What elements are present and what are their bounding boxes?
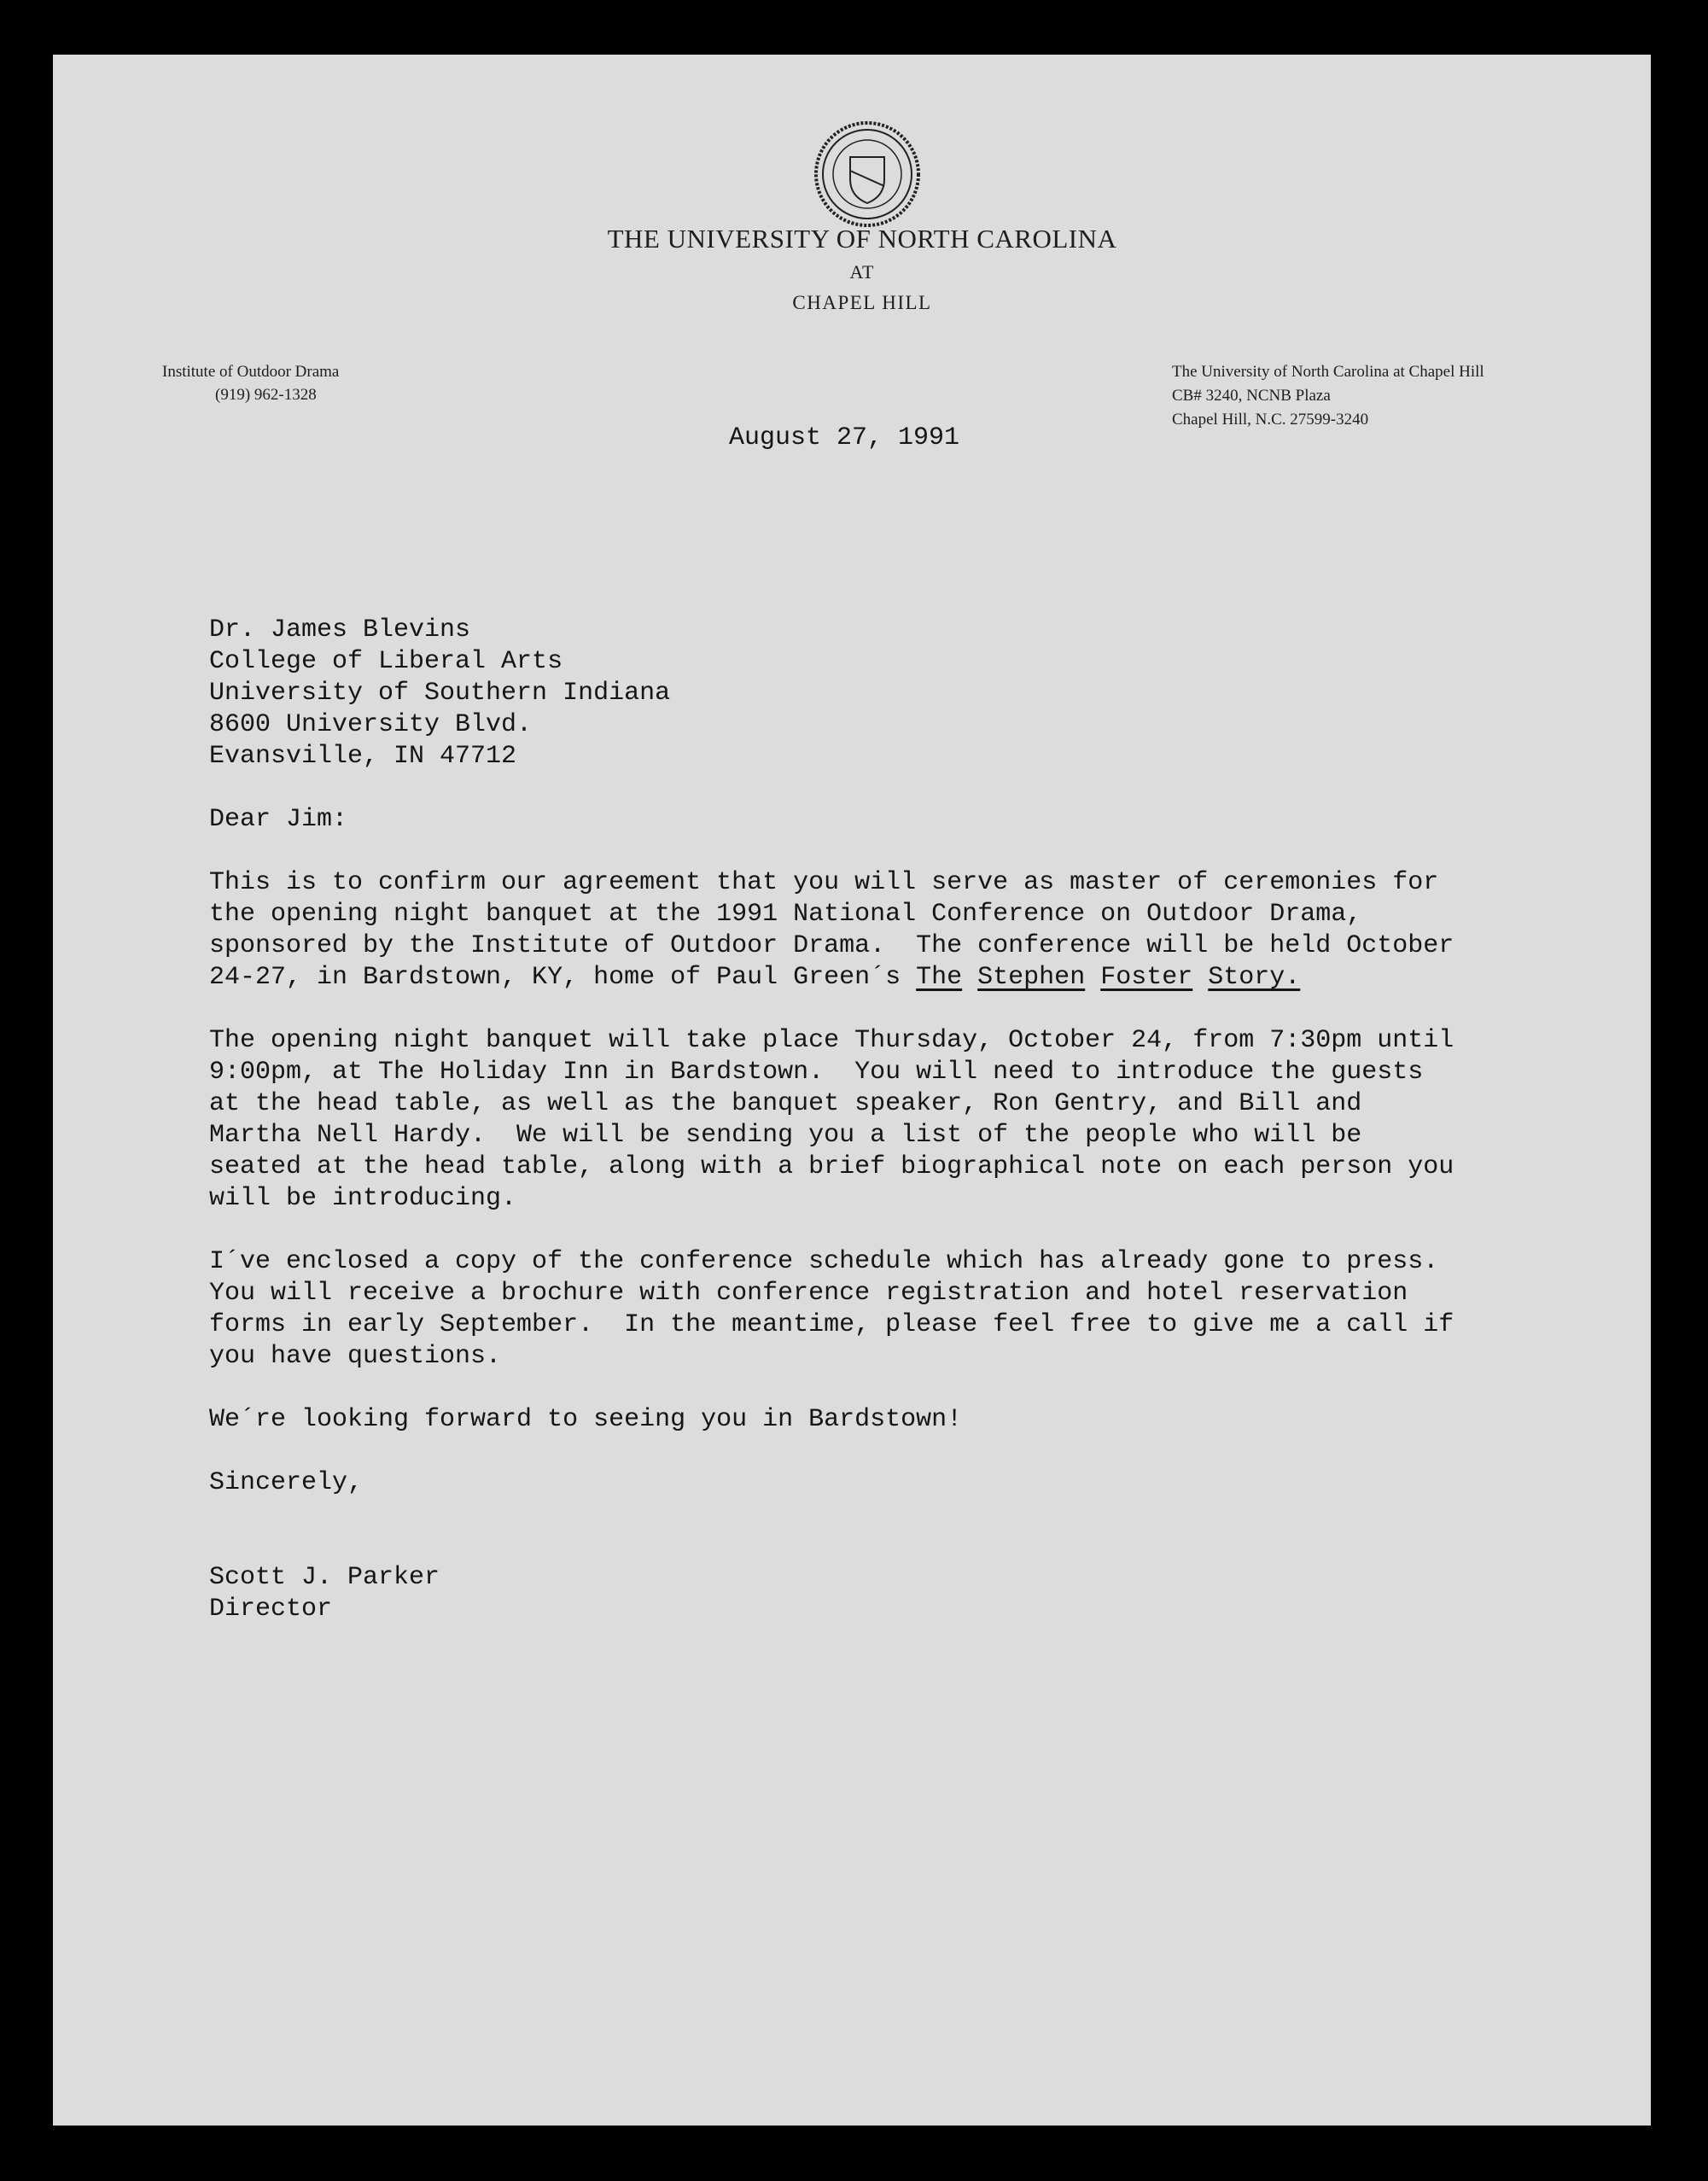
paragraph-line: at the head table, as well as the banquet speaker, Ron Gentry, and Bill and (209, 1089, 1362, 1118)
play-title-word: The (916, 963, 963, 992)
university-name: THE UNIVERSITY OF NORTH CAROLINA (607, 224, 1117, 254)
signer-title: Director (209, 1595, 333, 1624)
recipient-line: Evansville, IN 47712 (209, 742, 517, 771)
paragraph-3 (209, 1246, 1541, 1373)
paragraph-line: forms in early September. In the meantime, please feel free to give me a call if (209, 1310, 1454, 1339)
recipient-line: 8600 University Blvd. (209, 710, 533, 739)
signer-name: Scott J. Parker (209, 1563, 440, 1592)
paragraph-line-prefix: 24-27, in Bardstown, KY, home of Paul Green´s (209, 963, 917, 992)
university-address (1172, 360, 1484, 432)
seal-graphic (813, 120, 922, 229)
paragraph-line: the opening night banquet at the 1991 National Conference on Outdoor Drama, (209, 900, 1362, 929)
paragraph-line: You will receive a brochure with conference registration and hotel reservation (209, 1279, 1408, 1308)
paragraph-1 (209, 867, 1541, 994)
institute-name: Institute of Outdoor Drama (162, 363, 340, 381)
play-title-word: Foster (1100, 963, 1193, 992)
play-title-word: Stephen (977, 963, 1086, 992)
paragraph-line: you have questions. (209, 1342, 502, 1371)
university-seal-icon (813, 120, 922, 229)
paragraph-line (209, 962, 1541, 994)
paragraph-2 (209, 1025, 1541, 1215)
paragraph-line: sponsored by the Institute of Outdoor Drama. The conference will be held October (209, 931, 1454, 960)
recipient-line: College of Liberal Arts (209, 647, 563, 676)
recipient-line: University of Southern Indiana (209, 679, 671, 708)
address-line: The University of North Carolina at Chapel Hill (1172, 363, 1484, 381)
address-line: Chapel Hill, N.C. 27599-3240 (1172, 411, 1369, 429)
closing: Sincerely, (209, 1468, 364, 1497)
play-title-word: Story. (1208, 963, 1301, 992)
recipient-line: Dr. James Blevins (209, 615, 471, 644)
paragraph-line: will be introducing. (209, 1184, 517, 1213)
paragraph-line: This is to confirm our agreement that you will serve as master of ceremonies for (209, 868, 1439, 897)
address-line: CB# 3240, NCNB Plaza (1172, 387, 1331, 405)
paragraph-line: seated at the head table, along with a brief biographical note on each person you (209, 1152, 1454, 1181)
paragraph-line: Martha Nell Hardy. We will be sending you a list of the people who will be (209, 1121, 1362, 1150)
recipient-block (209, 615, 1541, 773)
letter-body (209, 615, 1541, 1625)
paragraph-4: We´re looking forward to seeing you in Bardstown! (209, 1405, 963, 1434)
letter-date: August 27, 1991 (729, 423, 960, 452)
university-at: AT (849, 261, 875, 283)
university-campus: CHAPEL HILL (792, 292, 932, 313)
institute-contact (162, 360, 339, 406)
paragraph-line: 9:00pm, at The Holiday Inn in Bardstown. You will need to introduce the guests (209, 1058, 1424, 1087)
paragraph-line: I´ve enclosed a copy of the conference schedule which has already gone to press. (209, 1247, 1439, 1276)
paragraph-line: The opening night banquet will take place Thursday, October 24, from 7:30pm until (209, 1026, 1454, 1055)
salutation: Dear Jim: (209, 805, 348, 834)
institute-phone: (919) 962-1328 (215, 386, 317, 404)
